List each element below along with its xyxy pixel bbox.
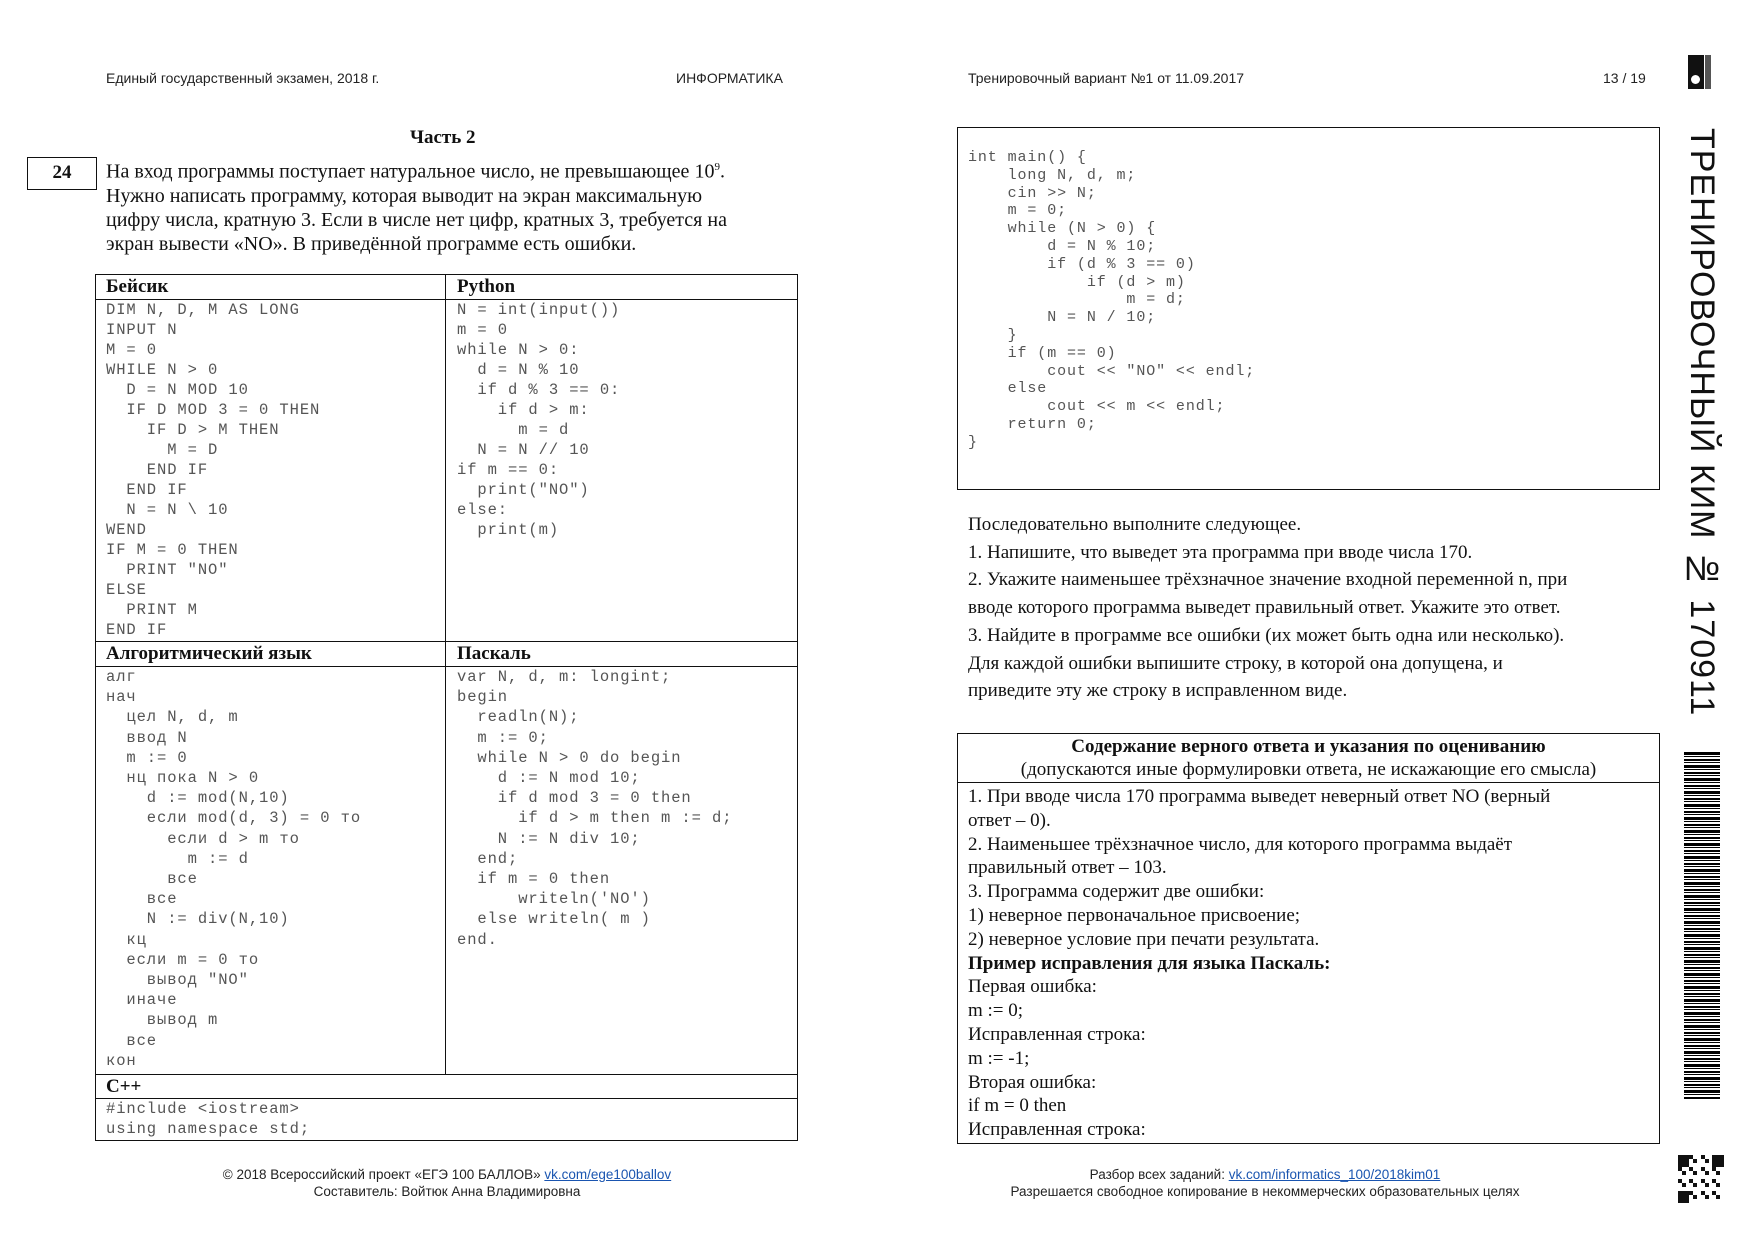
code-line: if d > m then m := d; xyxy=(457,809,733,828)
code-line: if d % 3 == 0: xyxy=(457,381,621,399)
code-line: m = d xyxy=(457,421,570,439)
text-line: правильный ответ – 103. xyxy=(968,857,1167,879)
code-line: ввод N xyxy=(106,728,188,747)
basic-code xyxy=(106,300,320,640)
code-line: d = N % 10 xyxy=(457,361,580,379)
code-line: using namespace std; xyxy=(106,1120,311,1138)
code-line: END IF xyxy=(106,481,188,499)
code-line: readln(N); xyxy=(457,708,580,727)
text-line: 3. Найдите в программе все ошибки (их может быть одна или несколько). xyxy=(968,624,1565,646)
code-line: print(m) xyxy=(457,521,560,539)
code-line: IF M = 0 THEN xyxy=(106,541,239,559)
text-line: Последовательно выполните следующее. xyxy=(968,514,1302,535)
text-line: Для каждой ошибки выпишите строку, в которой она допущена, и xyxy=(968,652,1503,674)
code-line: N = N / 10; xyxy=(968,309,1157,327)
text-line: Вторая ошибка: xyxy=(968,1071,1097,1093)
python-code xyxy=(457,300,620,540)
text-line: вводе которого программа выведет правильный ответ. Укажите это ответ. xyxy=(968,597,1561,619)
code-line: m := d xyxy=(106,849,249,868)
code-line: if d > m: xyxy=(457,401,590,419)
code-line: ELSE xyxy=(106,581,147,599)
code-line: N = N // 10 xyxy=(457,441,590,459)
pascal-code xyxy=(457,667,732,950)
text-line: 2. Укажите наименьшее трёхзначное значение входной переменной n, при xyxy=(968,569,1568,591)
footer-left xyxy=(147,1166,747,1200)
text-line: m := 0; xyxy=(968,1000,1024,1022)
text-line: m := -1; xyxy=(968,1047,1030,1069)
text-line: 1. Напишите, что выведет эта программа при вводе числа 170. xyxy=(968,541,1473,563)
code-line: return 0; xyxy=(968,415,1097,433)
code-line: вывод "NO" xyxy=(106,971,249,990)
code-line: нач xyxy=(106,688,137,707)
header-variant: Тренировочный вариант №1 от 11.09.2017 xyxy=(968,70,1245,86)
footer-license: Разрешается свободное копирование в некоммерческих образовательных целях xyxy=(1010,1184,1520,1199)
code-line: while N > 0 do begin xyxy=(457,748,682,767)
code-line: M = D xyxy=(106,441,219,459)
text-line: 1. При вводе числа 170 программа выведет неверный ответ NO (верный xyxy=(968,786,1551,807)
answer-subtitle: (допускаются иные формулировки ответа, не искажающие его смысла) xyxy=(1020,759,1597,780)
column-divider xyxy=(445,274,446,1074)
code-line: цел N, d, m xyxy=(106,708,239,727)
qr-module xyxy=(1720,1199,1724,1203)
code-line: end; xyxy=(457,849,519,868)
code-line: if d mod 3 = 0 then xyxy=(457,789,692,808)
code-line: кц xyxy=(106,930,147,949)
code-line: #include <iostream> xyxy=(106,1100,300,1118)
code-line: кон xyxy=(106,1051,137,1070)
code-line: вывод m xyxy=(106,1011,219,1030)
code-line: N = N \ 10 xyxy=(106,501,229,519)
code-line: N = int(input()) xyxy=(457,301,621,319)
instructions xyxy=(968,511,1567,705)
code-line: long N, d, m; xyxy=(968,166,1137,184)
text-line: 2) неверное условие при печати результата. xyxy=(968,928,1320,950)
code-line: cin >> N; xyxy=(968,184,1097,202)
footer-author: Составитель: Войтюк Анна Владимировна xyxy=(313,1184,581,1199)
footer-link-analysis[interactable]: vk.com/informatics_100/2018kim01 xyxy=(1228,1167,1441,1182)
vertical-title: ТРЕНИРОВОЧНЫЙ КИМ № 170911 xyxy=(1683,128,1721,717)
text-line: ответ – 0). xyxy=(968,809,1051,831)
code-line: m := 0 xyxy=(106,748,188,767)
text-line: if m = 0 then xyxy=(968,1095,1067,1117)
alg-code xyxy=(106,667,361,1071)
code-line: writeln('NO') xyxy=(457,890,651,909)
task-line: цифру числа, кратную 3. Если в числе нет цифр, кратных 3, требуется на xyxy=(106,208,727,231)
row-divider xyxy=(95,1074,798,1075)
code-line: if (m == 0) xyxy=(968,344,1117,362)
code-line: d = N % 10; xyxy=(968,237,1157,255)
page-number: 13 / 19 xyxy=(1603,70,1646,86)
footer-right xyxy=(965,1166,1565,1200)
barcode-icon xyxy=(1684,752,1720,1099)
answer-header-divider xyxy=(957,782,1660,783)
code-line: } xyxy=(968,433,978,451)
code-line: } xyxy=(968,326,1018,344)
code-line: PRINT "NO" xyxy=(106,561,229,579)
text-line: Первая ошибка: xyxy=(968,976,1097,998)
code-line: m = d; xyxy=(968,291,1186,309)
code-line: if m == 0: xyxy=(457,461,560,479)
footer-link-ege100ballov[interactable]: vk.com/ege100ballov xyxy=(544,1167,672,1182)
code-line: if (d > m) xyxy=(968,273,1186,291)
code-line: IF D MOD 3 = 0 THEN xyxy=(106,401,321,419)
code-line: end. xyxy=(457,930,498,949)
task-exponent: 9 xyxy=(714,161,720,173)
part-title: Часть 2 xyxy=(410,127,476,148)
code-line: END IF xyxy=(106,621,168,639)
code-line: if m = 0 then xyxy=(457,870,611,889)
header-subject: ИНФОРМАТИКА xyxy=(676,70,783,86)
python-title: Python xyxy=(457,276,516,297)
task-number: 24 xyxy=(27,157,97,190)
answer-content xyxy=(968,785,1550,1142)
code-line: cout << "NO" << endl; xyxy=(968,362,1256,380)
code-line: print("NO") xyxy=(457,481,590,499)
footer-analysis-label: Разбор всех заданий: xyxy=(1089,1167,1229,1182)
alg-title: Алгоритмический язык xyxy=(106,643,312,664)
code-line: N := div(N,10) xyxy=(106,910,290,929)
code-line: while N > 0: xyxy=(457,341,580,359)
code-line: M = 0 xyxy=(106,341,158,359)
pascal-title: Паскаль xyxy=(457,643,531,664)
cpp-code xyxy=(106,1099,310,1139)
header-exam: Единый государственный экзамен, 2018 г. xyxy=(106,70,380,86)
qr-code-icon xyxy=(1678,1155,1724,1203)
logo-icon xyxy=(1688,55,1712,89)
code-line: если d > m то xyxy=(106,829,300,848)
code-line: все xyxy=(106,890,178,909)
code-line: cout << m << endl; xyxy=(968,398,1226,416)
task-line: Нужно написать программу, которая выводит на экран максимальную xyxy=(106,184,703,207)
code-line: else xyxy=(968,380,1048,398)
task-line-end: . xyxy=(719,160,725,183)
answer-header xyxy=(957,735,1660,781)
footer-copyright: © 2018 Всероссийский проект «ЕГЭ 100 БАЛЛОВ» xyxy=(222,1167,545,1182)
code-line: D = N MOD 10 xyxy=(106,381,249,399)
answer-title: Содержание верного ответа и указания по оцениванию xyxy=(1071,736,1546,757)
code-line: while (N > 0) { xyxy=(968,220,1157,238)
code-line: все xyxy=(106,870,198,889)
basic-title: Бейсик xyxy=(106,276,169,297)
code-line: алг xyxy=(106,668,137,686)
code-line: var N, d, m: longint; xyxy=(457,668,672,686)
code-line: begin xyxy=(457,688,509,707)
code-line: если m = 0 то xyxy=(106,950,260,969)
code-line: int main() { xyxy=(968,149,1087,166)
code-line: m = 0; xyxy=(968,202,1068,220)
text-line: Исправленная строка: xyxy=(968,1023,1146,1045)
code-line: else writeln( m ) xyxy=(457,910,651,929)
cpp-continuation-code xyxy=(968,149,1255,452)
code-line: m = 0 xyxy=(457,321,509,339)
text-line: 3. Программа содержит две ошибки: xyxy=(968,881,1265,903)
code-line: PRINT M xyxy=(106,601,198,619)
task-statement xyxy=(106,155,806,256)
code-line: DIM N, D, M AS LONG xyxy=(106,301,300,319)
code-line: если mod(d, 3) = 0 то xyxy=(106,809,362,828)
code-line: m := 0; xyxy=(457,728,549,747)
text-line: 2. Наименьшее трёхзначное число, для которого программа выдаёт xyxy=(968,833,1513,855)
text-line: Исправленная строка: xyxy=(968,1119,1146,1141)
text-line: 1) неверное первоначальное присвоение; xyxy=(968,904,1301,926)
code-line: иначе xyxy=(106,991,178,1010)
code-line: if (d % 3 == 0) xyxy=(968,255,1196,273)
code-line: WEND xyxy=(106,521,147,539)
text-line: Пример исправления для языка Паскаль: xyxy=(968,952,1331,974)
code-line: else: xyxy=(457,501,509,519)
text-line: приведите эту же строку в исправленном виде. xyxy=(968,680,1348,702)
code-line: N := N div 10; xyxy=(457,829,641,848)
cpp-title: C++ xyxy=(106,1076,142,1097)
code-line: d := mod(N,10) xyxy=(106,789,290,808)
task-line: экран вывести «NO». В приведённой программе есть ошибки. xyxy=(106,232,637,255)
code-line: WHILE N > 0 xyxy=(106,361,219,379)
code-line: все xyxy=(106,1031,158,1050)
code-line: INPUT N xyxy=(106,321,178,339)
code-line: IF D > M THEN xyxy=(106,421,280,439)
task-line: На вход программы поступает натуральное число, не превышающее 10 xyxy=(106,160,715,183)
code-line: END IF xyxy=(106,461,209,479)
code-line: нц пока N > 0 xyxy=(106,769,260,788)
code-line: d := N mod 10; xyxy=(457,769,641,788)
